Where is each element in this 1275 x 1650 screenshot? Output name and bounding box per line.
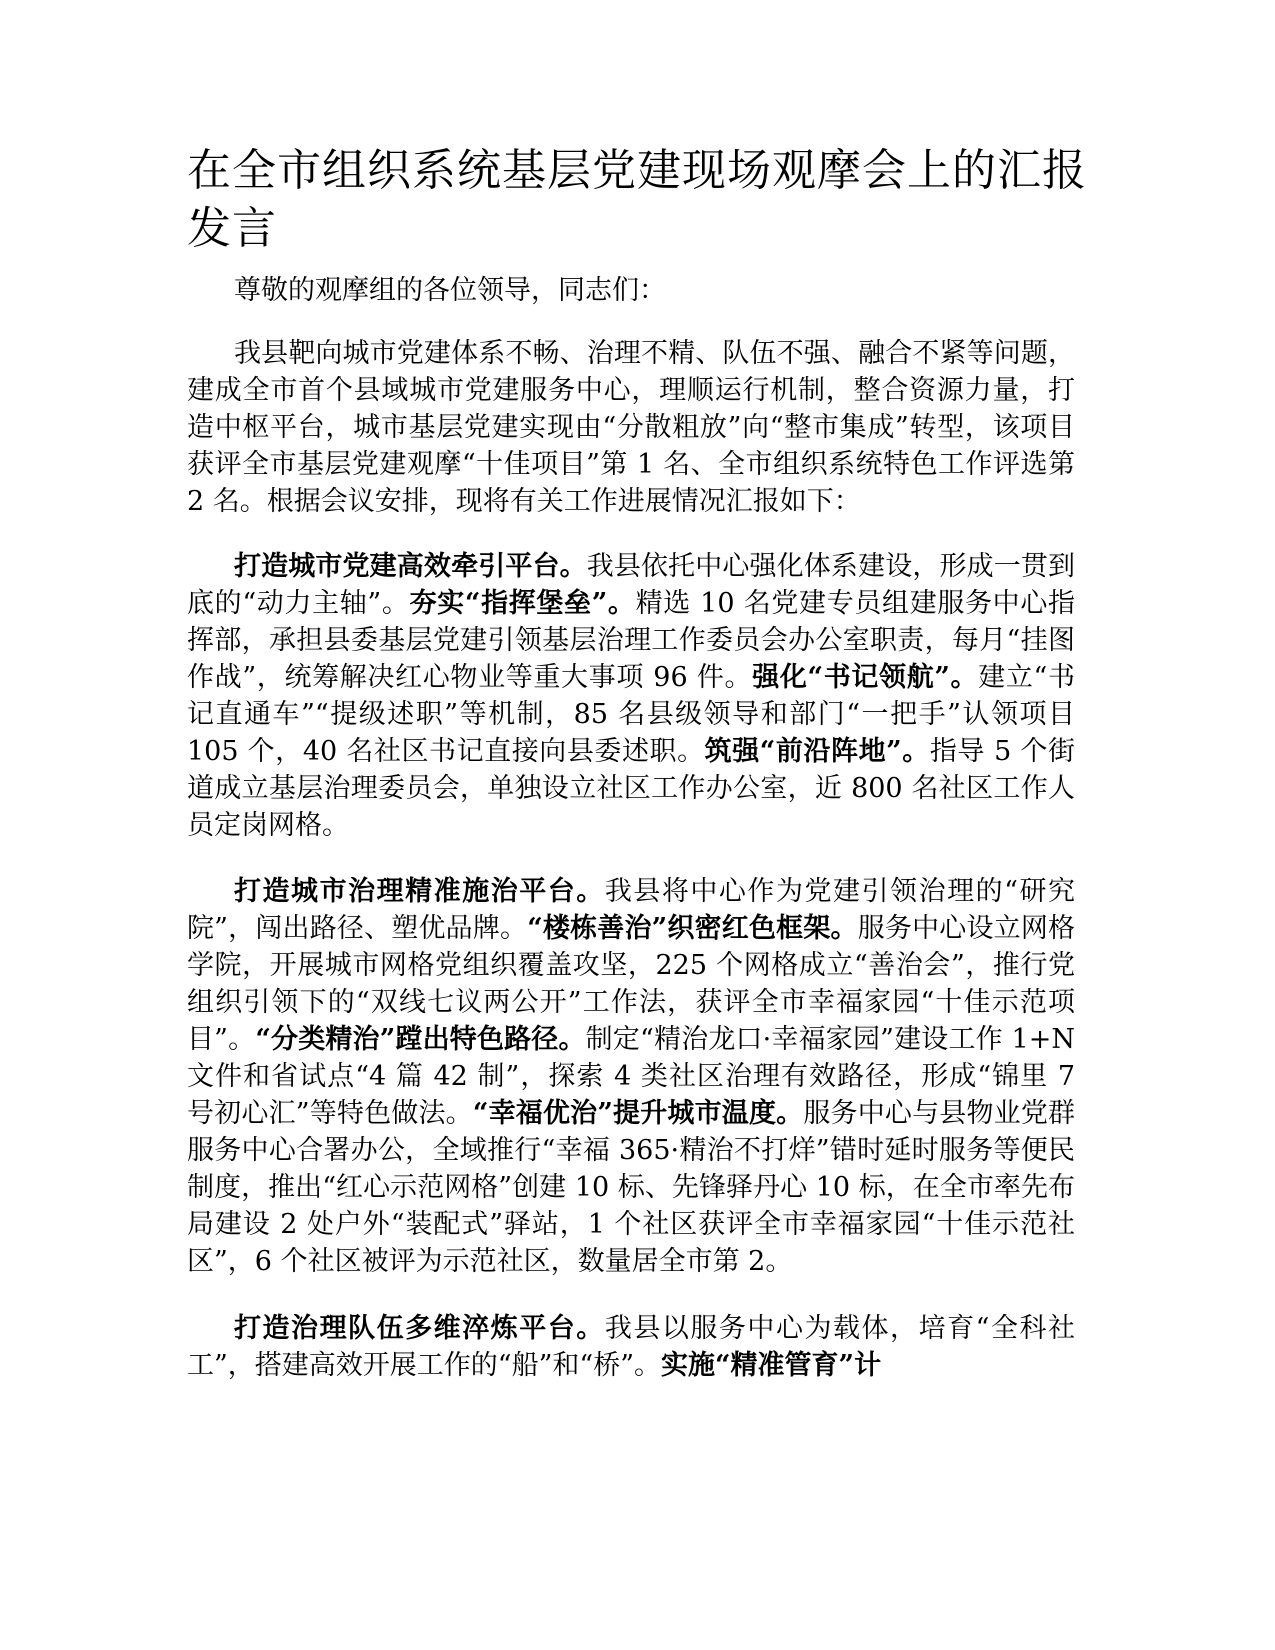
document-body — [187, 272, 1075, 1407]
subheading: 筑强“前沿阵地”。 — [704, 736, 930, 767]
section-heading: 打造城市党建高效牵引平台。 — [234, 551, 587, 582]
section-team-platform — [187, 1310, 1075, 1384]
section-text: 服务中心与县物业党群服务中心合署办公，全域推行“幸福 365·精治不打烊”错时延时服务等便民制度，推出“红心示范网格”创建 10 标、先锋驿丹心 10 标，在全市率先布局建设 2 处户外“装配式”驿站，1 个社区获评全市幸福家园“十佳示范社区”，6 个社区被评为示范社区，数量居全市第 2。 — [187, 1098, 1076, 1277]
intro-paragraph: 我县靶向城市党建体系不畅、治理不精、队伍不强、融合不紧等问题，建成全市首个县域城市党建服务中心，理顺运行机制，整合资源力量，打造中枢平台，城市基层党建实现由“分散粗放”向“整市集成”转型，该项目获评全市基层党建观摩“十佳项目”第 1 名、全市组织系统特色工作评选第 2 名。根据会议安排，现将有关工作进展情况汇报如下： — [187, 338, 1075, 517]
section-text: 我县以服务中心为载体，培育“全科社工”，搭建高效开展工作的“船”和“桥”。 — [187, 1313, 1075, 1381]
section-text: 服务中心设立网格学院，开展城市网格党组织覆盖攻坚，225 个网格成立“善治会”，推行党组织引领下的“双线七议两公开”工作法，获评全市幸福家园“十佳示范项目”。 — [187, 913, 1076, 1055]
section-heading: 打造治理队伍多维淬炼平台。 — [234, 1313, 605, 1344]
section-heading: 打造城市治理精准施治平台。 — [234, 876, 605, 907]
section-platform-leadership — [187, 548, 1075, 844]
salutation: 尊敬的观摩组的各位领导，同志们： — [234, 275, 666, 306]
subheading: 实施“精准管育”计 — [661, 1350, 882, 1381]
subheading: “分类精治”蹚出特色路径。 — [255, 1024, 586, 1055]
subheading: 夯实“指挥堡垒”。 — [409, 588, 636, 619]
section-text: 建立“书记直通车”“提级述职”等机制，85 名县级领导和部门“一把手”认领项目 105 个，40 名社区书记直接向县委述职。 — [187, 662, 1076, 767]
section-text: 指导 5 个街道成立基层治理委员会，单独设立社区工作办公室，近 800 名社区工作人员定岗网格。 — [187, 736, 1075, 841]
section-text: 制定“精治龙口·幸福家园”建设工作 1+N 文件和省试点“4 篇 42 制”，探索 4 类社区治理有效路径，形成“锦里 7 号初心汇”等特色做法。 — [187, 1024, 1075, 1129]
subheading: “幸福优治”提升城市温度。 — [472, 1098, 804, 1129]
section-governance-platform — [187, 873, 1075, 1280]
subheading: 强化“书记领航”。 — [752, 662, 979, 693]
section-text: 精选 10 名党建专员组建服务中心指挥部，承担县委基层党建引领基层治理工作委员会办公室职责，每月“挂图作战”，统筹解决红心物业等重大事项 96 件。 — [187, 588, 1076, 693]
document-title: 在全市组织系统基层党建现场观摩会上的汇报发言 — [187, 145, 1087, 254]
section-text: 我县依托中心强化体系建设，形成一贯到底的“动力主轴”。 — [187, 551, 1076, 619]
section-text: 我县将中心作为党建引领治理的“研究院”，闯出路径、塑优品牌。 — [187, 876, 1075, 944]
subheading: “楼栋善治”织密红色框架。 — [527, 913, 858, 944]
